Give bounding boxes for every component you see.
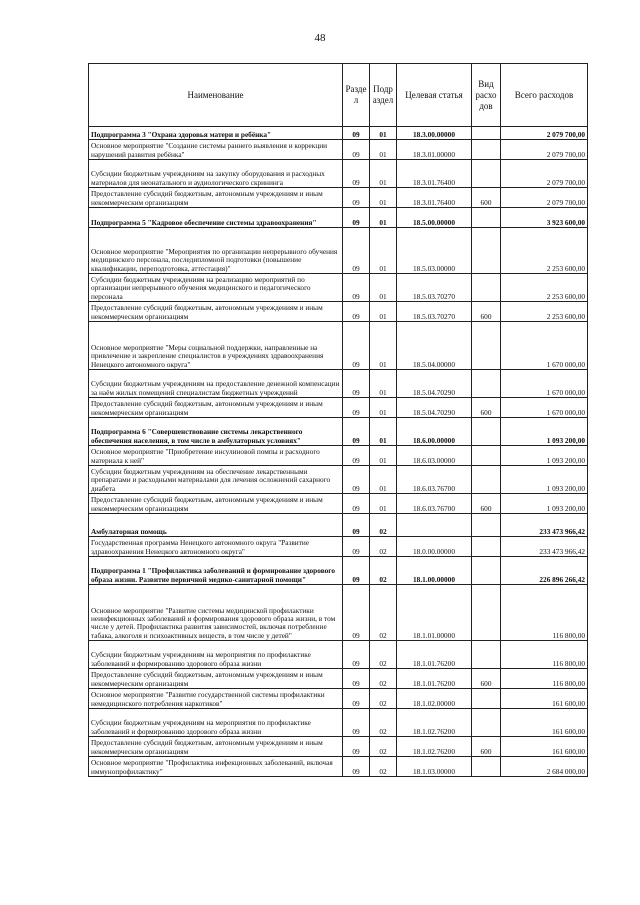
row-type (472, 557, 501, 585)
row-subsection: 01 (370, 466, 397, 494)
table-row (89, 585, 588, 641)
table-row (89, 514, 588, 537)
row-total: 161 600,00 (501, 737, 588, 757)
row-target: 18.5.04.70290 (397, 370, 472, 398)
row-subsection: 01 (370, 160, 397, 188)
table-row (89, 127, 588, 140)
row-type (472, 641, 501, 669)
row-type (472, 709, 501, 737)
row-target (397, 514, 472, 537)
table-row (89, 669, 588, 689)
row-subsection: 02 (370, 737, 397, 757)
row-subsection: 02 (370, 709, 397, 737)
row-subsection: 02 (370, 585, 397, 641)
row-total: 2 079 700,00 (501, 140, 588, 160)
table-row (89, 322, 588, 370)
row-section: 09 (343, 274, 370, 302)
row-type (472, 537, 501, 557)
row-type (472, 322, 501, 370)
row-total: 1 670 000,00 (501, 370, 588, 398)
row-name: Предоставление субсидий бюджетным, автономным учреждениям и иным некоммерческим организациям (89, 188, 343, 208)
row-section: 09 (343, 160, 370, 188)
row-section: 09 (343, 537, 370, 557)
row-type (472, 160, 501, 188)
row-name: Подпрограмма 1 "Профилактика заболеваний и формирование здорового образа жизни. Развитие первичной медико-санитарной помощи" (89, 557, 343, 585)
row-section: 09 (343, 585, 370, 641)
row-type (472, 140, 501, 160)
row-name: Основное мероприятие "Профилактика инфекционных заболеваний, включая иммунопрофилактику" (89, 757, 343, 777)
row-target: 18.5.00.00000 (397, 208, 472, 228)
row-type (472, 127, 501, 140)
row-target: 18.1.00.00000 (397, 557, 472, 585)
page-number: 48 (314, 32, 326, 44)
row-total: 2 079 700,00 (501, 160, 588, 188)
header-section: Разде л (343, 64, 370, 127)
row-section: 09 (343, 557, 370, 585)
row-type (472, 418, 501, 446)
row-section: 09 (343, 208, 370, 228)
row-total: 1 093 200,00 (501, 494, 588, 514)
row-name: Амбулаторная помощь (89, 514, 343, 537)
row-name: Субсидии бюджетным учреждениям на реализацию мероприятий по организации непрерывного обучения медицинского и педагогического персонала (89, 274, 343, 302)
row-target: 18.1.03.00000 (397, 757, 472, 777)
row-total: 1 093 200,00 (501, 466, 588, 494)
row-section: 09 (343, 370, 370, 398)
row-total: 161 600,00 (501, 689, 588, 709)
row-total: 2 253 600,00 (501, 228, 588, 274)
table-row (89, 160, 588, 188)
row-section: 09 (343, 494, 370, 514)
row-type: 600 (472, 398, 501, 418)
row-total: 1 093 200,00 (501, 418, 588, 446)
table-row (89, 418, 588, 446)
row-type: 600 (472, 302, 501, 322)
row-type (472, 585, 501, 641)
row-name: Предоставление субсидий бюджетным, автономным учреждениям и иным некоммерческим организациям (89, 302, 343, 322)
table-row (89, 140, 588, 160)
row-target: 18.1.02.00000 (397, 689, 472, 709)
row-subsection: 01 (370, 228, 397, 274)
row-section: 09 (343, 322, 370, 370)
row-target: 18.3.01.00000 (397, 140, 472, 160)
row-name: Государственная программа Ненецкого автономного округа "Развитие здравоохранения Ненецкого автономного округа" (89, 537, 343, 557)
header-target: Целевая статья (397, 64, 472, 127)
row-type (472, 208, 501, 228)
row-name: Подпрограмма 5 "Кадровое обеспечение системы здравоохранения" (89, 208, 343, 228)
row-name: Основное мероприятие "Меры социальной поддержки, направленные на привлечение и закрепление специалистов в учреждениях здравоохранения Ненецкого автономного округа" (89, 322, 343, 370)
row-subsection: 01 (370, 322, 397, 370)
row-section: 09 (343, 689, 370, 709)
row-subsection: 01 (370, 398, 397, 418)
header-subsection: Подр аздел (370, 64, 397, 127)
row-total: 116 800,00 (501, 641, 588, 669)
row-total: 2 253 600,00 (501, 302, 588, 322)
row-subsection: 02 (370, 537, 397, 557)
row-section: 09 (343, 737, 370, 757)
row-section: 09 (343, 641, 370, 669)
row-target: 18.3.01.76400 (397, 160, 472, 188)
row-name: Субсидии бюджетным учреждениям на мероприятия по профилактике заболеваний и формированию здорового образа жизни (89, 709, 343, 737)
row-target: 18.3.00.00000 (397, 127, 472, 140)
row-target: 18.0.00.00000 (397, 537, 472, 557)
row-section: 09 (343, 127, 370, 140)
row-total: 226 896 266,42 (501, 557, 588, 585)
row-subsection: 02 (370, 641, 397, 669)
table-row (89, 537, 588, 557)
table-row (89, 446, 588, 466)
row-section: 09 (343, 418, 370, 446)
table-row (89, 466, 588, 494)
row-name: Предоставление субсидий бюджетным, автономным учреждениям и иным некоммерческим организациям (89, 494, 343, 514)
table-row (89, 228, 588, 274)
row-name: Основное мероприятие "Создание системы раннего выявления и коррекции нарушений развития ребёнка" (89, 140, 343, 160)
row-subsection: 01 (370, 302, 397, 322)
header-name: Наименование (89, 64, 343, 127)
table-row (89, 302, 588, 322)
row-section: 09 (343, 757, 370, 777)
row-total: 116 800,00 (501, 585, 588, 641)
row-name: Предоставление субсидий бюджетным, автономным учреждениям и иным некоммерческим организациям (89, 669, 343, 689)
row-type (472, 757, 501, 777)
row-target: 18.5.04.00000 (397, 322, 472, 370)
row-subsection: 02 (370, 757, 397, 777)
row-subsection: 01 (370, 274, 397, 302)
row-name: Субсидии бюджетным учреждениям на обеспечение лекарственными препаратами и расходными материалами для лечения осложнений сахарного диабета (89, 466, 343, 494)
row-type (472, 228, 501, 274)
row-total: 2 253 600,00 (501, 274, 588, 302)
row-total: 3 923 600,00 (501, 208, 588, 228)
row-subsection: 01 (370, 208, 397, 228)
row-name: Подпрограмма 6 "Совершенствование системы лекарственного обеспечения населения, в том числе в амбулаторных условиях" (89, 418, 343, 446)
row-section: 09 (343, 398, 370, 418)
row-target: 18.1.02.76200 (397, 709, 472, 737)
table-row (89, 757, 588, 777)
row-target: 18.5.03.00000 (397, 228, 472, 274)
table-row (89, 274, 588, 302)
row-name: Основное мероприятие "Мероприятия по организации непрерывного обучения медицинского персонала, последипломной подготовки (повышение квалификации, переподготовка, аттестация)" (89, 228, 343, 274)
row-section: 09 (343, 709, 370, 737)
table-row (89, 737, 588, 757)
row-total: 161 600,00 (501, 709, 588, 737)
row-subsection: 01 (370, 370, 397, 398)
row-target: 18.5.03.70270 (397, 302, 472, 322)
budget-table (88, 63, 588, 777)
table-row (89, 398, 588, 418)
row-name: Подпрограмма 3 "Охрана здоровья матери и ребёнка" (89, 127, 343, 140)
row-section: 09 (343, 669, 370, 689)
row-section: 09 (343, 466, 370, 494)
row-type (472, 274, 501, 302)
row-name: Субсидии бюджетным учреждениям на мероприятия по профилактике заболеваний и формированию здорового образа жизни (89, 641, 343, 669)
row-subsection: 01 (370, 418, 397, 446)
row-section: 09 (343, 188, 370, 208)
row-total: 1 093 200,00 (501, 446, 588, 466)
row-target: 18.1.02.76200 (397, 737, 472, 757)
table-row (89, 641, 588, 669)
row-total: 233 473 966,42 (501, 514, 588, 537)
row-name: Предоставление субсидий бюджетным, автономным учреждениям и иным некоммерческим организациям (89, 737, 343, 757)
row-type (472, 514, 501, 537)
row-target: 18.6.03.76700 (397, 494, 472, 514)
row-total: 2 079 700,00 (501, 127, 588, 140)
table-header-row (89, 64, 588, 127)
row-target: 18.5.03.70270 (397, 274, 472, 302)
row-target: 18.6.03.76700 (397, 466, 472, 494)
row-target: 18.1.01.76200 (397, 641, 472, 669)
row-type: 600 (472, 669, 501, 689)
row-type: 600 (472, 188, 501, 208)
row-subsection: 02 (370, 669, 397, 689)
row-target: 18.3.01.76400 (397, 188, 472, 208)
row-total: 233 473 966,42 (501, 537, 588, 557)
row-section: 09 (343, 302, 370, 322)
header-type: Вид расхо дов (472, 64, 501, 127)
row-type (472, 446, 501, 466)
row-subsection: 01 (370, 494, 397, 514)
row-section: 09 (343, 140, 370, 160)
row-total: 1 670 000,00 (501, 322, 588, 370)
row-total: 2 079 700,00 (501, 188, 588, 208)
row-name: Основное мероприятие "Развитие системы медицинской профилактики неинфекционных заболеваний и формирования здорового образа жизни, в том числе у детей. Профилактика развития зависимостей, включая потребление табака, алкоголя и психоактивных веществ, в том числе у детей" (89, 585, 343, 641)
row-type: 600 (472, 494, 501, 514)
table-row (89, 709, 588, 737)
header-total: Всего расходов (501, 64, 588, 127)
row-name: Предоставление субсидий бюджетным, автономным учреждениям и иным некоммерческим организациям (89, 398, 343, 418)
row-subsection: 01 (370, 140, 397, 160)
row-total: 2 684 000,00 (501, 757, 588, 777)
row-type (472, 466, 501, 494)
table-row (89, 370, 588, 398)
row-name: Основное мероприятие "Приобретение инсулиновой помпы и расходного материала к ней" (89, 446, 343, 466)
row-total: 116 800,00 (501, 669, 588, 689)
row-target: 18.5.04.70290 (397, 398, 472, 418)
table-row (89, 208, 588, 228)
row-subsection: 01 (370, 127, 397, 140)
row-subsection: 01 (370, 446, 397, 466)
row-subsection: 02 (370, 557, 397, 585)
row-subsection: 02 (370, 689, 397, 709)
row-target: 18.6.03.00000 (397, 446, 472, 466)
table-row (89, 188, 588, 208)
row-subsection: 01 (370, 188, 397, 208)
row-name: Субсидии бюджетным учреждениям на закупку оборудования и расходных материалов для неонатального и аудиологического скрининга (89, 160, 343, 188)
row-section: 09 (343, 514, 370, 537)
row-type (472, 370, 501, 398)
row-type (472, 689, 501, 709)
row-section: 09 (343, 446, 370, 466)
table-row (89, 494, 588, 514)
row-section: 09 (343, 228, 370, 274)
table-row (89, 689, 588, 709)
row-name: Субсидии бюджетным учреждениям на предоставление денежной компенсации за наём жилых помещений специалистам бюджетных учреждений (89, 370, 343, 398)
row-total: 1 670 000,00 (501, 398, 588, 418)
table-row (89, 557, 588, 585)
row-target: 18.1.01.76200 (397, 669, 472, 689)
row-type: 600 (472, 737, 501, 757)
row-name: Основное мероприятие "Развитие государственной системы профилактики немедицинского потребления наркотиков" (89, 689, 343, 709)
row-subsection: 02 (370, 514, 397, 537)
row-target: 18.1.01.00000 (397, 585, 472, 641)
row-target: 18.6.00.00000 (397, 418, 472, 446)
